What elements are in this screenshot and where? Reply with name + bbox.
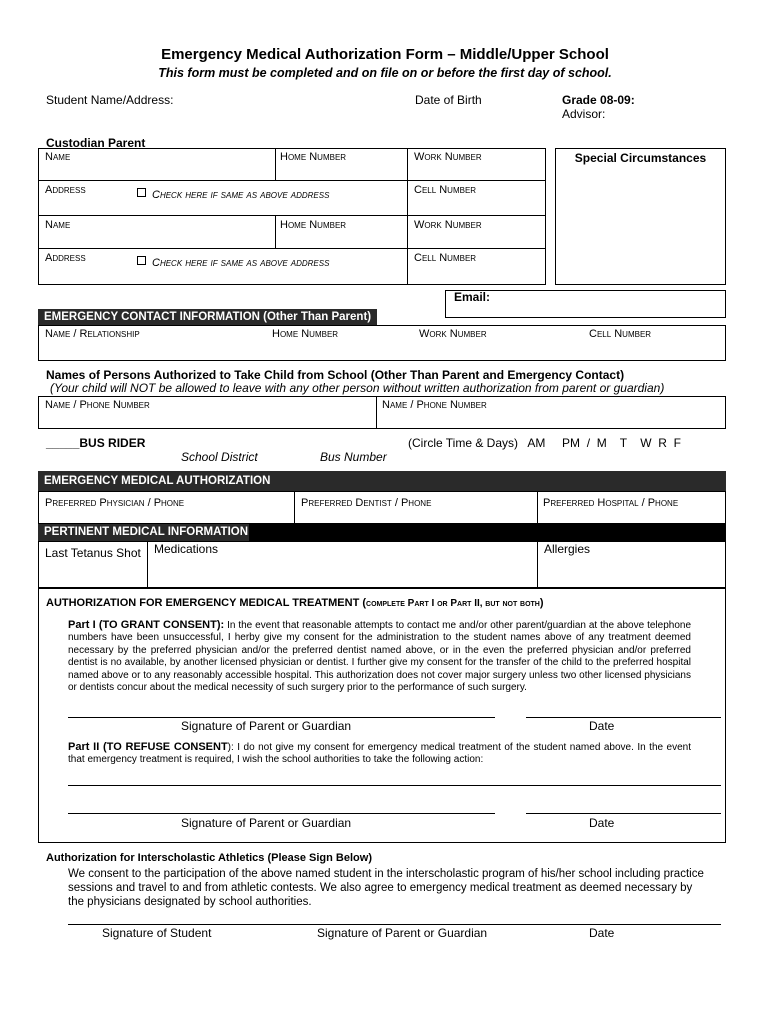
medical-authorization-bar: EMERGENCY MEDICAL AUTHORIZATION: [38, 471, 726, 492]
authorized-heading: Names of Persons Authorized to Take Child from School (Other Than Parent and Emergency Contact): [46, 368, 625, 382]
physician-label: Preferred Physician / Phone: [45, 497, 185, 509]
checkbox-icon[interactable]: [137, 256, 146, 265]
authorized-name1-label: Name / Phone Number: [45, 399, 150, 411]
part2-paragraph: Part II (TO REFUSE CONSENT): I do not give my consent for emergency medical treatment of the student named above. In the event that emergency treatment is required, I wish the school authorities to take the following action:: [68, 741, 692, 766]
bus-circle-label: (Circle Time & Days) AM PM / M T W R F: [408, 436, 681, 450]
part1-date-line[interactable]: [526, 717, 721, 718]
emergency-cell-label: Cell Number: [589, 328, 652, 340]
school-district-label: School District: [181, 450, 258, 464]
dentist-label: Preferred Dentist / Phone: [301, 497, 432, 509]
medications-label: Medications: [154, 542, 219, 556]
same-address-label: Check here if same as above address: [152, 189, 330, 201]
parent1-name-label: Name: [45, 151, 71, 163]
student-name-label: Student Name/Address:: [46, 93, 174, 107]
athletics-parent-signature-label: Signature of Parent or Guardian: [317, 926, 488, 940]
advisor-label: Advisor:: [562, 107, 606, 121]
bus-rider-label: _____BUS RIDER: [46, 436, 146, 450]
part2-date-label: Date: [589, 816, 615, 830]
parent1-address-label: Address: [45, 184, 86, 196]
part2-action-line[interactable]: [68, 785, 721, 786]
allergies-label: Allergies: [544, 542, 591, 556]
parent1-work-label: Work Number: [414, 151, 482, 163]
emergency-home-label: Home Number: [272, 328, 339, 340]
authorized-name2-label: Name / Phone Number: [382, 399, 487, 411]
part1-parent-signature-line[interactable]: [68, 717, 495, 718]
athletics-date-label: Date: [589, 926, 615, 940]
same-address-label: Check here if same as above address: [152, 257, 330, 269]
emergency-work-label: Work Number: [419, 328, 487, 340]
special-circumstances-box[interactable]: [555, 148, 726, 285]
student-signature-label: Signature of Student: [102, 926, 212, 940]
part2-date-line[interactable]: [526, 813, 721, 814]
athletics-signature-line[interactable]: [68, 924, 721, 925]
email-label: Email:: [454, 290, 491, 304]
medical-info-box[interactable]: [38, 541, 726, 588]
parent2-same-address-checkbox[interactable]: [137, 253, 329, 271]
grade-label: Grade 08-09:: [562, 93, 635, 107]
special-circumstances-label: Special Circumstances: [574, 151, 707, 165]
parent2-cell-label: Cell Number: [414, 252, 477, 264]
form-subtitle: This form must be completed and on file on or before the first day of school.: [158, 66, 612, 80]
parent2-name-label: Name: [45, 219, 71, 231]
part1-date-label: Date: [589, 719, 615, 733]
checkbox-icon[interactable]: [137, 188, 146, 197]
parent2-work-label: Work Number: [414, 219, 482, 231]
form-title: Emergency Medical Authorization Form – Middle/Upper School: [161, 46, 609, 63]
parent2-address-label: Address: [45, 252, 86, 264]
treatment-heading: AUTHORIZATION FOR EMERGENCY MEDICAL TREATMENT (complete Part I or Part II, but not both): [46, 597, 544, 609]
parent1-same-address-checkbox[interactable]: [137, 185, 329, 203]
parent1-home-label: Home Number: [280, 151, 347, 163]
emergency-name-label: Name / Relationship: [45, 328, 140, 340]
parent1-cell-label: Cell Number: [414, 184, 477, 196]
part2-signature-label: Signature of Parent or Guardian: [181, 816, 352, 830]
part2-parent-signature-line[interactable]: [68, 813, 495, 814]
pertinent-medical-bar: PERTINENT MEDICAL INFORMATION: [38, 524, 249, 541]
parent2-home-label: Home Number: [280, 219, 347, 231]
part1-paragraph: Part I (TO GRANT CONSENT): In the event that reasonable attempts to contact me and/or other parent/guardian at the above telephone numbers have been unsuccessful, I herby give my consent for the administration to the student names above of any treatment deemed necessary by the preferred physician and/or the preferred dentist named above, or in the even the preferred physician and/or preferred dentist is no available, by another licensed physician or dentist. I further give my consent for the transfer of the child to the preferred hospital named above or to any reasonably accessible hospital. This authorization does not cover major surgery unless two other licensed physicians or dentists concur about the medical necessity of such surgery prior to the performance of such surgery.: [68, 619, 692, 694]
bus-number-label: Bus Number: [320, 450, 387, 464]
authorized-note: (Your child will NOT be allowed to leave with any other person without written authorization from parent or guardian): [50, 381, 665, 395]
emergency-contact-bar: EMERGENCY CONTACT INFORMATION (Other Than Parent): [38, 309, 377, 326]
athletics-paragraph: We consent to the participation of the above named student in the interscholastic program of his/her school including practice sessions and travel to and from athletic contests. We also agree to emergency medical treatment as deemed necessary by the physicians designated by school authorities.: [68, 868, 704, 908]
custodian-heading: Custodian Parent: [46, 136, 146, 150]
hospital-label: Preferred Hospital / Phone: [543, 497, 679, 509]
tetanus-label: Last Tetanus Shot: [45, 546, 141, 560]
dob-label: Date of Birth: [415, 93, 482, 107]
part1-signature-label: Signature of Parent or Guardian: [181, 719, 352, 733]
athletics-heading: Authorization for Interscholastic Athletics (Please Sign Below): [46, 852, 372, 864]
